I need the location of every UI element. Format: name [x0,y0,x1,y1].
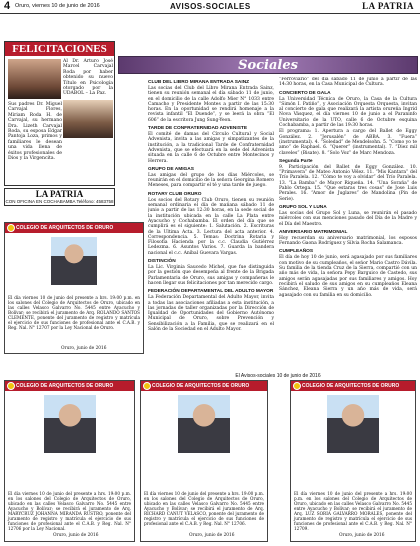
portrait-photo [178,395,230,453]
portrait-photo [44,395,96,453]
col2-paragraph-4: Las socias del Grupo Sol y Luna, se reunirán el pasado miércoles con sus menciones pasado del Día de la Madre y el Día del Maestro. [279,210,417,227]
column-1 [148,77,274,407]
page-number: 4 [4,0,11,12]
ad-city-date: Oruro, junio de 2016 [53,533,99,538]
sociales-banner: Sociales [118,56,418,74]
ad-header-text: COLEGIO DE ARQUITECTOS DE ORURO [302,383,400,389]
felicitaciones-text-2: Sus padres Dr. Miguel Carvajal Flores, Miriam Roda H. de Carvajal, su hermano Dra. Lizeth Carvajal Roda, su esposa Edgar Pantoja Loza, primos y familiares le desean una vida llena de éxitos profesionales de Dios y la Virgencita. [8,102,62,162]
col1-paragraph-1: El comité de damas del Círculo Cultural y Social Advenista, invita a las amigas y simpatizantes de la institución, a la tradicional Tarde de Confraternidad Advenista, que se efectuará en la sede del Advenista situada en la calle 6 de Octubre entre Montecinos y Herrera. [148,132,274,164]
portrait-photo [51,237,97,285]
ad-header-text: COLEGIO DE ARQUITECTOS DE ORURO [16,225,114,231]
ad-header [291,381,415,391]
col2-heading-1: CONCIERTO DE GALA [279,90,331,96]
section-title: AVISOS-SOCIALES [170,2,251,11]
col2-paragraph-3: 9. Participación del Ballet de Eggy González. 10. “Primavera” de Mateo Antonio Vélez. 11. “Mis Kantara” del Trío Paralela. 12. “Cómo te voy a olvidar” del Trío Paralela. 13. “La Bamba” de Mayor Riqueña. 14. “Una Soraña” de Pablo Ortega. 15. “Que estaras tres cosas” de Jose Luis Perales. 16. “Amor de Juglares” de Mandolina (Pin de Serie). [279,164,417,202]
architect-ad-1 [4,222,144,354]
col2-heading-4: GRUPO SOL Y LUNA [279,204,327,210]
college-logo-icon [7,224,15,232]
felicitaciones-box [4,41,115,186]
col2-heading-3: Segunda Parte [279,158,313,164]
portrait-photo [327,395,379,453]
ad-header [5,381,134,391]
ad-city-date: Oruro, junio de 2016 [189,533,235,538]
ad-header [5,223,143,233]
ad-header [141,381,267,391]
felicitaciones-title: FELICITACIONES [5,42,114,56]
architect-ad-3 [140,380,268,542]
masthead: LA PATRIA [362,1,414,11]
col1-heading-1: TARDE DE CONFRATERNIDAD ADVENISTE [148,126,248,132]
col1-heading-0: CLUB DEL LIBRO MIRANA ENTRADA SAINZ [148,80,250,85]
college-logo-icon [293,382,301,390]
dateline: Oruro, viernes 10 de junio de 2016 [15,3,100,9]
col1-heading-4: DISTINCIÓN [148,259,176,265]
la-patria-box [4,188,115,206]
ad-city-date: Oruro, junio de 2016 [339,533,385,538]
felicitaciones-text-1: Al Dr. Arturo José Marcel Carvajal Roda por haber obtenido su nuevo Título en Psicología otorgado por la UDABOL – La Paz. [63,59,113,97]
ad-text: El día viernes 10 de junio del presente a hrs. 19:00 p.m. en los salones del Colegio de Arquitectos de Oruro, ubicado en las calles Velasco Galvarro No. 5445 entre Ayacucho y Bolívar; se recibirá el juramento de Arq. MARYCRUZ JOHANNA MIRANDA RUSTRO, ponente del juramento de registro y matrícula el ejercicio de sus funciones de profesional ante el C.A.B. y Reg. Nal. N° 12706 por la Ley Nacional. [8,491,131,531]
architect-ad-2 [4,380,135,542]
col2-paragraph-1: La Universidad Técnica de Oruro, la Casa de la Cultura “Simón I. Patiño”, y Asociación Orquesta Orquesta, invitan al concierto de gala que realizará la artista orureña Ingrid Nova Vásquez, el día viernes 10 de junio a el Paraninfo Universitario de la UTO, calle 6 de Octubre esquina Cochabamba, a partir de las 19:30 horas. [279,96,417,129]
college-logo-icon [7,382,15,390]
column-2 [279,77,417,407]
college-logo-icon [143,382,151,390]
col2-paragraph-6: El día de hoy 10 de junio, será agasajado por sus familiares con motivo de su cumpleaños, el señor Mario Castro Dávila. Su familia de la tienda Cruz de la Sierra, compartió con un año más de vida, la señora Pepy Barguico de Castedo, sus amigos serán agasajadas por sus familiares y amigos. Hoy recibirá el saludo de sus amigos en su cumpleaños Eleana Sánchez, Eleana Sierra y un año más de vida, será agasajado con su familia en su domicilio. [279,255,417,298]
col2-paragraph-2: El programa: 1. Apertura a cargo del Ballet de Eggy González. 2. “Jerusalén” de ABBA. 3. “Fuera” (instrumental). 4. “Soledad” de Mendelsohn. 5. “Como yo te amo” de Raphael. 6. “Querer” (instrumental). 7. “Diez mil claveles” (Bisate). 8. “Solo Voz” de Marc Mendoza. [279,129,417,156]
col2-heading-6: CUMPLEAÑOS [279,249,314,255]
ad-city-date: Oruro, junio de 2016 [61,346,107,351]
page-footer: El Avisos-sociales 10 de junio de 2016 [235,373,321,379]
ad-text: El día viernes 10 de junio del presente a hrs. 19:00 p.m. en los salones del Colegio de Arquitectos de Oruro, ubicado en las calles Velasco Galvarro No. 5445 entre Ayacucho y Bolívar; se recibirá el juramento de Arq. RICHARD CANUT VELASCO, ponente del juramento de registro y matrícula el ejercicio de sus funciones de profesional ante el C.A.B. y Reg. Nal. N° 12706. [144,491,264,526]
page-header [0,0,420,14]
col1-paragraph-0: Las socias del Club del Libro Mirana Entrada Sainz, tienen su reunión semanal el día sábado 11 de junio, en el domicilio de la calle Adolfo Mier N° 1033 entre Camacho y Presidente Montes a partir de las 15:30 horas. En la oportunidad se rendirá homenaje a la revista infantil “El Duende”, y se leerá la obra “El 606” de la escritora Jung Sung-Yeon. [148,86,274,123]
col2-paragraph-0: “Ferroviario” del día sábado 11 de junio a partir de las 14:30 horas, en la Casa Municipal de Cultura. [279,77,417,88]
ad-text: El día viernes 10 de junio del presente a hrs. 19:00 p.m. en los salones del Colegio de Arquitectos de Oruro, ubicado en las calles Velasco Galvarro No. 5445 entre Ayacucho y Bolívar; se recibirá el juramento de Arq. ROLANDO SANTOS CLEMENTE, ponente del juramento de registro y matrícula el ejercicio de sus funciones de profesional ante el C.A.B. y Reg. Nal. N° 12707 por la Ley Nacional de Oruro. [8,295,140,330]
col2-paragraph-5: Hoy recuerdan su aniversario matrimonial, los esposos Fernando Gaona Rodríguez y Silvia Rocha Salamanca. [279,235,417,247]
family-photo [63,100,113,138]
col1-paragraph-3: Los socios del Rotary Club Oruro, tienen su reunión semanal ordinaria el día de mañana sábado 11 de junio a partir de las 12:30 horas, en la sede social de la institución ubicada en la calle La Plata entre Ayacucho y Cochabamba. El orden del día que se cumplirá es el siguiente: 1. Salutación. 2. Escrituras de la Ultima Acta. 3. Lectura del acta anterior. 4. Correspondencia. 5. Temas: Doctrina Rotaria y Filosofía Hacienda por la c.c. Claudia Gutiérrez Ledezma. 6. Asuntos Varios. 7. Guarda la bandera nacional el c.c. Aníbal Guevara Vargas. [148,197,274,256]
graduate-photo [8,59,61,99]
col1-heading-5: FEDERACIÓN DEPARTAMENTAL DEL ADULTO MAYOR [148,289,274,295]
ad-header-text: COLEGIO DE ARQUITECTOS DE ORURO [16,383,114,389]
la-patria-phone: CON OFICINA EN COCHABAMBA Teléfono: 4583758 [5,199,114,204]
col1-heading-2: GRUPO DE AMIGAS [148,166,194,172]
ad-text: El día viernes 10 de junio del presente a hrs. 19:00 p.m. en los salones del Colegio de Arquitectos de Oruro, ubicado en las calles Velasco Galvarro No. 5445 entre Ayacucho y Bolívar; se recibirá el juramento de Arq. LUZ SORIA GALVARRO MORALES, ponente del juramento de registro y matrícula el ejercicio de sus funciones de profesional ante el C.A.B. y Reg. Nal. N° 12709. [294,491,412,531]
col1-paragraph-2: Las amigas del grupo de los días Miércoles, se reunirán en el domicilio de la señora Georgina Romero Meneses, para compartir el té y una tarde de juego. [148,172,274,189]
architect-ad-4 [290,380,416,542]
col2-heading-5: ANIVERSARIO MATRIMONIAL [279,229,348,235]
col1-paragraph-5: La Federación Departamental del Adulto Mayor, invita a todas las asociaciones afiliadas a esta institución, a las jornadas de taller organizadas por la Dirección de Igualdad de Oportunidades del Gobierno Autónomo Municipal de Oruro, sobre Prevención y Sensibilización a la Familia, que se realizará en el Salón de la Sociedad en el Adulto Mayor. [148,295,274,332]
ad-header-text: COLEGIO DE ARQUITECTOS DE ORURO [152,383,250,389]
la-patria-name: LA PATRIA [35,189,84,199]
col1-heading-3: ROTARY CLUB ORURO [148,191,202,197]
col1-paragraph-4: La Lic. Virginia Saucedo Michel, que fue distinguida por la gestión que desempeña al frente de la Brigada Parlamentaria de Oruro, sus amigas y compañeras le hacen llegar sus felicitaciones por tan merecido cargo. [148,265,274,286]
